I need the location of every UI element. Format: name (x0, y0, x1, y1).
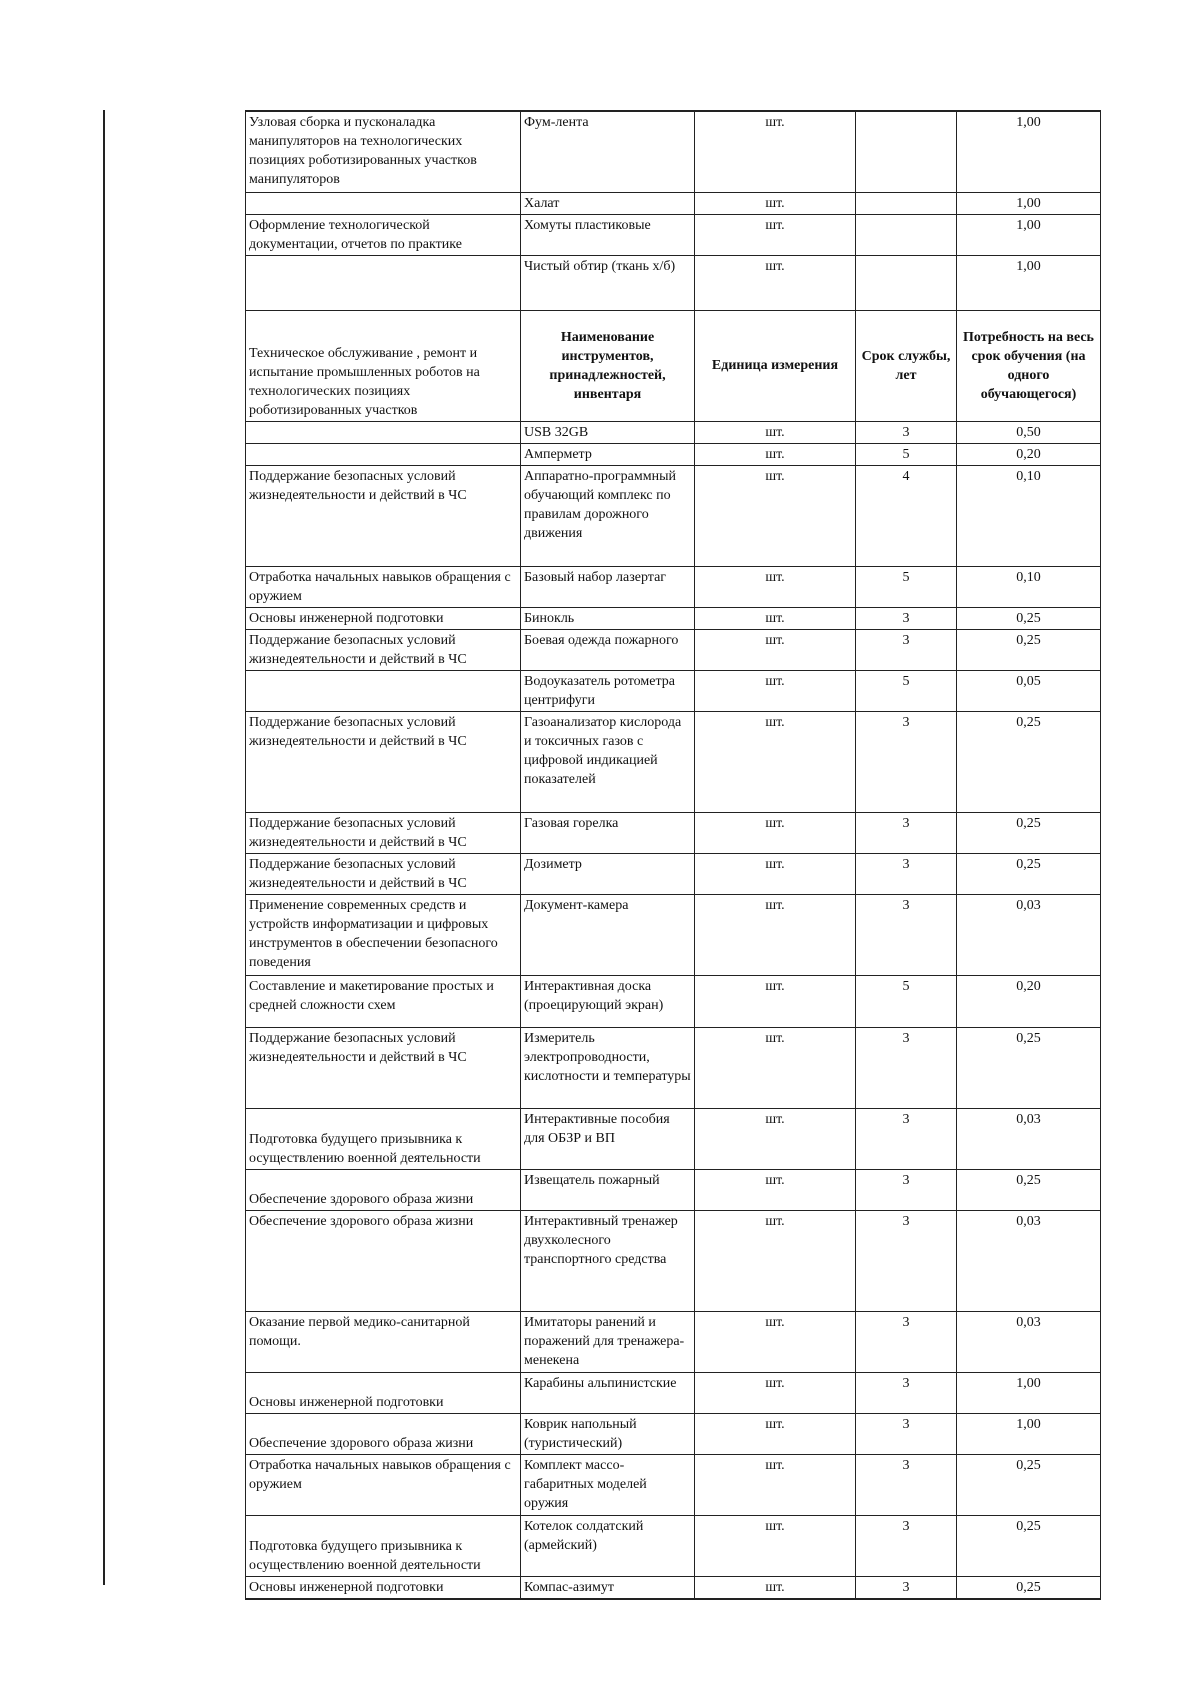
need-cell: 0,25 (957, 1576, 1101, 1599)
need-cell: 0,03 (957, 894, 1101, 975)
unit-cell: шт. (695, 421, 856, 443)
activity-cell (246, 255, 521, 310)
table-row (246, 214, 1101, 255)
term-cell: 3 (856, 1210, 957, 1311)
need-cell: 0,10 (957, 566, 1101, 607)
item-cell: USB 32GB (521, 421, 695, 443)
unit-cell: шт. (695, 812, 856, 853)
item-cell: Газовая горелка (521, 812, 695, 853)
term-cell: 4 (856, 465, 957, 566)
unit-cell: шт. (695, 670, 856, 711)
page-margin-rule (103, 110, 105, 1585)
unit-cell: шт. (695, 607, 856, 629)
table-row (246, 1108, 1101, 1169)
activity-cell: Узловая сборка и пусконаладка манипуляторов на технологических позициях роботизированных участков манипуляторов (246, 111, 521, 192)
activity-cell: Подготовка будущего призывника к осуществлению военной деятельности (246, 1108, 521, 1169)
activity-cell: Отработка начальных навыков обращения с оружием (246, 566, 521, 607)
term-cell: 3 (856, 629, 957, 670)
need-cell: 0,05 (957, 670, 1101, 711)
item-cell: Халат (521, 192, 695, 214)
need-cell: 1,00 (957, 1413, 1101, 1454)
need-cell: 0,25 (957, 1515, 1101, 1576)
term-cell (856, 255, 957, 310)
need-cell: 1,00 (957, 192, 1101, 214)
need-cell: 0,25 (957, 1169, 1101, 1210)
table-row (246, 975, 1101, 1027)
unit-cell: шт. (695, 894, 856, 975)
need-cell: 0,03 (957, 1108, 1101, 1169)
activity-cell: Подготовка будущего призывника к осуществлению военной деятельности (246, 1515, 521, 1576)
table-row (246, 1454, 1101, 1515)
table-row (246, 894, 1101, 975)
item-cell: Измеритель электропроводности, кислотности и температуры (521, 1027, 695, 1108)
activity-cell (246, 421, 521, 443)
header-activity-cell: Техническое обслуживание , ремонт и испытание промышленных роботов на технологических позициях роботизированных участков (246, 310, 521, 421)
unit-cell: шт. (695, 853, 856, 894)
unit-cell: шт. (695, 255, 856, 310)
need-cell: 0,25 (957, 711, 1101, 812)
term-cell: 3 (856, 894, 957, 975)
table-row (246, 465, 1101, 566)
item-cell: Извещатель пожарный (521, 1169, 695, 1210)
activity-cell: Оформление технологической документации, отчетов по практике (246, 214, 521, 255)
header-need-cell: Потребность на весь срок обучения (на одного обучающегося) (957, 310, 1101, 421)
term-cell: 3 (856, 1027, 957, 1108)
need-cell: 0,25 (957, 629, 1101, 670)
unit-cell: шт. (695, 1372, 856, 1413)
activity-cell (246, 443, 521, 465)
table-row (246, 670, 1101, 711)
item-cell: Котелок солдатский (армейский) (521, 1515, 695, 1576)
term-cell (856, 192, 957, 214)
item-cell: Водоуказатель ротометра центрифуги (521, 670, 695, 711)
term-cell: 3 (856, 1413, 957, 1454)
item-cell: Интерактивный тренажер двухколесного транспортного средства (521, 1210, 695, 1311)
term-cell: 3 (856, 1515, 957, 1576)
need-cell: 1,00 (957, 255, 1101, 310)
table-row (246, 192, 1101, 214)
need-cell: 1,00 (957, 111, 1101, 192)
term-cell: 5 (856, 975, 957, 1027)
term-cell: 3 (856, 607, 957, 629)
item-cell: Интерактивные пособия для ОБЗР и ВП (521, 1108, 695, 1169)
activity-cell: Основы инженерной подготовки (246, 1576, 521, 1599)
unit-cell: шт. (695, 629, 856, 670)
need-cell: 0,25 (957, 812, 1101, 853)
activity-cell: Обеспечение здорового образа жизни (246, 1169, 521, 1210)
need-cell: 0,03 (957, 1311, 1101, 1372)
item-cell: Карабины альпинистские (521, 1372, 695, 1413)
activity-cell: Оказание первой медико-санитарной помощи. (246, 1311, 521, 1372)
unit-cell: шт. (695, 1210, 856, 1311)
item-cell: Газоанализатор кислорода и токсичных газов с цифровой индикацией показателей (521, 711, 695, 812)
activity-cell: Поддержание безопасных условий жизнедеятельности и действий в ЧС (246, 1027, 521, 1108)
item-cell: Документ-камера (521, 894, 695, 975)
unit-cell: шт. (695, 1169, 856, 1210)
table-row (246, 1210, 1101, 1311)
term-cell: 5 (856, 670, 957, 711)
unit-cell: шт. (695, 465, 856, 566)
need-cell: 1,00 (957, 214, 1101, 255)
term-cell (856, 111, 957, 192)
activity-cell (246, 670, 521, 711)
term-cell: 3 (856, 421, 957, 443)
table-row (246, 1027, 1101, 1108)
need-cell: 0,10 (957, 465, 1101, 566)
activity-cell: Поддержание безопасных условий жизнедеятельности и действий в ЧС (246, 629, 521, 670)
need-cell: 0,03 (957, 1210, 1101, 1311)
term-cell: 3 (856, 812, 957, 853)
table-row (246, 111, 1101, 192)
table-row (246, 1413, 1101, 1454)
term-cell: 3 (856, 1576, 957, 1599)
unit-cell: шт. (695, 111, 856, 192)
activity-cell: Поддержание безопасных условий жизнедеятельности и действий в ЧС (246, 711, 521, 812)
activity-cell: Поддержание безопасных условий жизнедеятельности и действий в ЧС (246, 465, 521, 566)
term-cell: 3 (856, 1169, 957, 1210)
need-cell: 0,25 (957, 1027, 1101, 1108)
item-cell: Интерактивная доска (проецирующий экран) (521, 975, 695, 1027)
table-row (246, 1515, 1101, 1576)
term-cell (856, 214, 957, 255)
item-cell: Дозиметр (521, 853, 695, 894)
need-cell: 1,00 (957, 1372, 1101, 1413)
activity-cell (246, 192, 521, 214)
unit-cell: шт. (695, 1413, 856, 1454)
item-cell: Имитаторы ранений и поражений для тренажера-менекена (521, 1311, 695, 1372)
activity-cell: Отработка начальных навыков обращения с оружием (246, 1454, 521, 1515)
need-cell: 0,25 (957, 853, 1101, 894)
equipment-table (245, 110, 1101, 1600)
need-cell: 0,20 (957, 443, 1101, 465)
table-row (246, 1372, 1101, 1413)
activity-cell: Поддержание безопасных условий жизнедеятельности и действий в ЧС (246, 812, 521, 853)
table-row (246, 853, 1101, 894)
unit-cell: шт. (695, 711, 856, 812)
need-cell: 0,25 (957, 1454, 1101, 1515)
header-term-cell: Срок службы, лет (856, 310, 957, 421)
activity-cell: Поддержание безопасных условий жизнедеятельности и действий в ЧС (246, 853, 521, 894)
unit-cell: шт. (695, 1515, 856, 1576)
term-cell: 3 (856, 1454, 957, 1515)
activity-cell: Обеспечение здорового образа жизни (246, 1413, 521, 1454)
item-cell: Коврик напольный (туристический) (521, 1413, 695, 1454)
term-cell: 3 (856, 1311, 957, 1372)
need-cell: 0,50 (957, 421, 1101, 443)
table-row (246, 255, 1101, 310)
term-cell: 3 (856, 1108, 957, 1169)
term-cell: 5 (856, 443, 957, 465)
item-cell: Компас-азимут (521, 1576, 695, 1599)
term-cell: 3 (856, 1372, 957, 1413)
unit-cell: шт. (695, 1454, 856, 1515)
table-row (246, 421, 1101, 443)
unit-cell: шт. (695, 1311, 856, 1372)
table-row (246, 607, 1101, 629)
item-cell: Амперметр (521, 443, 695, 465)
unit-cell: шт. (695, 1576, 856, 1599)
term-cell: 5 (856, 566, 957, 607)
unit-cell: шт. (695, 214, 856, 255)
unit-cell: шт. (695, 1108, 856, 1169)
activity-cell: Основы инженерной подготовки (246, 607, 521, 629)
term-cell: 3 (856, 711, 957, 812)
unit-cell: шт. (695, 443, 856, 465)
table-row (246, 1576, 1101, 1599)
item-cell: Фум-лента (521, 111, 695, 192)
item-cell: Комплект массо-габаритных моделей оружия (521, 1454, 695, 1515)
table-row (246, 711, 1101, 812)
item-cell: Боевая одежда пожарного (521, 629, 695, 670)
activity-cell: Составление и макетирование простых и средней сложности схем (246, 975, 521, 1027)
header-item-cell: Наименование инструментов, принадлежностей, инвентаря (521, 310, 695, 421)
item-cell: Базовый набор лазертаг (521, 566, 695, 607)
item-cell: Аппаратно-программный обучающий комплекс по правилам дорожного движения (521, 465, 695, 566)
table-row (246, 566, 1101, 607)
activity-cell: Основы инженерной подготовки (246, 1372, 521, 1413)
item-cell: Бинокль (521, 607, 695, 629)
item-cell: Хомуты пластиковые (521, 214, 695, 255)
item-cell: Чистый обтир (ткань х/б) (521, 255, 695, 310)
table-row (246, 812, 1101, 853)
table-row (246, 1169, 1101, 1210)
unit-cell: шт. (695, 975, 856, 1027)
need-cell: 0,20 (957, 975, 1101, 1027)
unit-cell: шт. (695, 192, 856, 214)
table-row (246, 1311, 1101, 1372)
activity-cell: Обеспечение здорового образа жизни (246, 1210, 521, 1311)
header-unit-cell: Единица измерения (695, 310, 856, 421)
table-row (246, 443, 1101, 465)
activity-cell: Применение современных средств и устройств информатизации и цифровых инструментов в обеспечении безопасного поведения (246, 894, 521, 975)
table-header-row (246, 310, 1101, 421)
unit-cell: шт. (695, 566, 856, 607)
table-row (246, 629, 1101, 670)
term-cell: 3 (856, 853, 957, 894)
unit-cell: шт. (695, 1027, 856, 1108)
need-cell: 0,25 (957, 607, 1101, 629)
